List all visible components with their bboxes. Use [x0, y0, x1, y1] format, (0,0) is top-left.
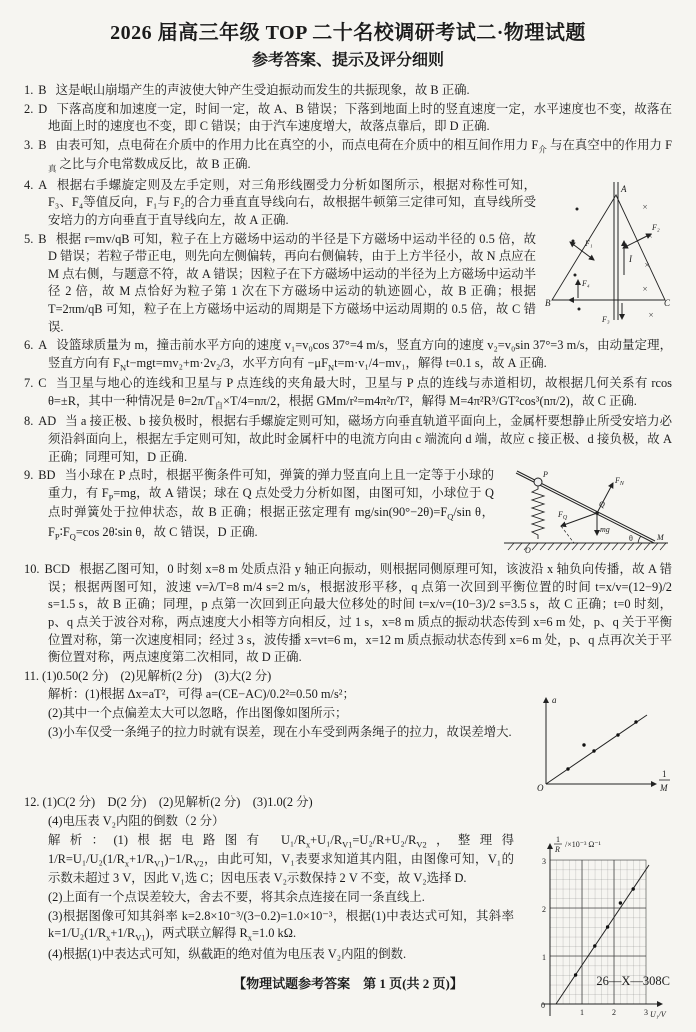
answer-item-8: [24, 413, 672, 466]
fig-q9-label-q: Q: [599, 500, 605, 510]
answer-item-3: [24, 137, 672, 176]
item-number: 5.: [24, 231, 34, 246]
item-number: 7.: [24, 376, 34, 391]
footer-page-indicator: 【物理试题参考答案 第 1 页(共 2 页)】: [233, 976, 463, 991]
fig-q12-ytick-1: 1: [542, 952, 546, 962]
item-answer: A: [38, 338, 48, 353]
page-title: 2026 届高三年级 TOP 二十名校调研考试二·物理试题: [110, 22, 586, 44]
fig-q12-xlabel: U₁/V: [650, 1009, 666, 1019]
item-text: 根据右手螺旋定则及左手定则，对三角形线圈受力分析如图所示，根据对称性可知，F₃、F₄等值反向，F₁与 F₂的合力垂直直导线向右，故根据牛顿第三定律可知，直导线所受安培力的方向垂直于直导线向左，故 A 正确.: [48, 177, 536, 227]
fig-q12-xtick-2: 2: [612, 1007, 616, 1017]
figure-q12-conductance-vs-voltage-graph: [522, 834, 672, 1030]
answer-item-2: [24, 101, 672, 136]
item-answer: B: [38, 83, 47, 97]
fig-q12-origin: 0: [541, 1000, 545, 1010]
item-text: 当小球在 P 点时，根据平衡条件可知，弹簧的弹力竖直向上且一定等于小球的重力，有 $F_P=mg$，故 A 错误；球在 Q 点处受力分析如图，由图可知，小球位于 Q 点时弹簧处于拉伸状态，故 B 正确；根据正弦定理有 $mg/\sin(90^\circ-2\theta)=F_Q/\sin$ θ，$F_P∶F_Q=\cos$ 2θ∶sin θ，故 C 错误，D 正确.: [48, 468, 495, 542]
fig-q4-label-c: C: [664, 297, 671, 308]
fig-q11-xlabel-numerator: 1: [662, 769, 667, 780]
item-answer: BCD: [44, 562, 70, 577]
group-q11-analysis: [24, 686, 672, 794]
item-number: 10.: [24, 562, 40, 577]
item-answer: B: [38, 137, 47, 152]
fig-q4-label-a: A: [621, 183, 627, 194]
q12-analysis-2: (2)上面有一个点误差较大，舍去不要，将其余点连接在同一条直线上.: [48, 890, 425, 905]
item-number: 11.: [24, 668, 40, 683]
q12-analysis-3: (3)根据图像可知其斜率 k=2.8×10⁻³/(3−0.2)=1.0×10⁻³，根据(1)中表达式可知，其斜率 $k=1/U_2(1/R_x+1/R_{V1})$，两式联立解得 $R_x=1.0$ kΩ.: [48, 908, 514, 943]
answer-item-6: [24, 337, 672, 374]
item-number: 6.: [24, 338, 34, 353]
fig-q9-label-p: P: [543, 470, 548, 480]
item-text: 根据乙图可知，0 时刻 x=8 m 处质点沿 y 轴正向振动，则根据同侧原理可知，该波沿 x 轴负向传播，故 A 错误；根据两图可知，波速 v=λ/T=8 m/4 s=2 m/s，根据波形平移，q 点第一次回到平衡位置的时间 t=x/v=(12−9)/2 s=1.5 s，故 B 正确；同理，p 点第一次回到正向最大位移处的时间 t=x/v=(10−3)/2 s=3.5 s，故 C 正确；t=0 时刻，p、q 点关于波谷对称，两点速度大小相等方向相反，过 1 s，x=8 m 质点的振动状态传到 x=6 m 处，p、q 关于平衡位置对称，第一次速度相同；经过 3 s，波传播 x=vt=6 m，x=12 m 质点振动状态传到 x=6 m 处，p、q 点再次关于平衡位置对称，两点速度第二次相同，故 D 正确.: [48, 562, 672, 665]
q11-analysis-1: 解析：(1)根据 Δx=aT²，可得 a=(CE−AC)/0.2²=0.50 m/s²；: [48, 687, 355, 702]
figure-q9-incline-spring-force-diagram: [502, 469, 672, 559]
svg-text:×: ×: [647, 230, 653, 241]
fig-q11-axes: [546, 698, 656, 784]
fig-q12-ylabel-denominator: R: [555, 844, 560, 854]
item-summary: (1)C(2 分) D(2 分) (2)见解析(2 分) (3)1.0(2 分): [42, 795, 313, 810]
answer-item-11-summary: [24, 668, 672, 686]
fig-q9-ball: [534, 478, 542, 486]
fig-q11-xlabel-denominator: M: [660, 783, 668, 793]
answer-item-10: [24, 561, 672, 667]
item-text: 下落高度和加速度一定，时间一定，故 A、B 错误；下落到地面上时的竖直速度一定，水平速度也不变，故落在地面上时的速度也不变，即 C 错误；由于汽车速度增大，故落点靠后，即 D 正确.: [48, 101, 672, 134]
group-q4-q5: [24, 177, 672, 337]
fig-q12-ylabel-numerator: 1: [556, 834, 560, 844]
q11-analysis-3: (3)小车仅受一条绳子的拉力时就有误差，现在小车受到两条绳子的拉力，故误差增大.: [48, 724, 512, 739]
fig-q9-spring: [532, 486, 544, 539]
answer-item-12-part4: (4)电压表 V₂内阻的倒数（2 分）: [48, 813, 225, 828]
fig-q9-angle-arc: [638, 536, 641, 543]
fig-q4-wire: [614, 182, 618, 320]
fig-q4-label-current: I: [629, 253, 632, 264]
fig-q9-label-fn: $F_N$: [615, 476, 624, 488]
fig-q4-label-f3: F₃: [602, 314, 610, 324]
item-text: 由表可知，点电荷在介质中的作用力比在真空的小，而点电荷在介质中的相互间作用力 $F_介$ 与在真空中的作用力 $F_真$ 之比与介电常数成反比，故 B 正确.: [48, 137, 672, 174]
fig-q4-label-b: B: [545, 297, 551, 308]
q12-analysis-4: (4)根据(1)中表达式可知，纵截距的绝对值为电压表 V₂内阻的倒数.: [48, 946, 407, 961]
fig-q12-xtick-3: 3: [644, 1007, 648, 1017]
fig-q9-label-o: O: [525, 546, 531, 556]
item-text: 根据 r=mv/qB 可知，粒子在上方磁场中运动的半径是下方磁场中运动半径的 0.5 倍，故 D 错误；若粒子带正电，则先向左侧偏转，再向右侧偏转，由于上方半径小，故 N 点应在 M 点右侧，与题意不符，故 A 错误；因粒子在下方磁场中运动的半径为上方磁场中运动半径 2 倍，故 M 点恰好为粒子第 1 次在下方磁场中运动的轨迹圆心，故 B 正确；根据 T=2πm/qB 可知，粒子在上方磁场中运动的周期是下方磁场中运动周期的 0.5 倍，故 C 错误.: [48, 231, 536, 334]
item-number: 3.: [24, 137, 34, 152]
item-answer: C: [38, 376, 47, 391]
svg-text:×: ×: [644, 259, 650, 270]
q11-analysis-2: (2)其中一个点偏差太大可以忽略，作出图像如图所示；: [48, 705, 348, 720]
figure-q4-triangle-coil-force-diagram: [544, 179, 672, 329]
item-text: 这是岷山崩塌产生的声波使大钟产生受迫振动而发生的共振现象，故 B 正确.: [55, 83, 470, 97]
answer-item-7: [24, 375, 672, 412]
item-number: 9.: [24, 468, 34, 483]
fig-q12-ylabel-unit: /×10⁻³ Ω⁻¹: [565, 839, 601, 849]
page-footer: [0, 973, 696, 991]
answer-item-1: [24, 82, 672, 100]
answer-item-12-summary: [24, 794, 672, 812]
item-text: 当卫星与地心的连线和卫星与 P 点连线的夹角最大时，卫星与 P 点的连线与赤道相切，故根据几何关系有 rcos θ=±R，其中一种情况是 $\theta=2\pi/T_自\times T/4=n\pi/2$，根据 GMm/r²=m4π²r/T²，解得 M=4π²R³/GT²cos³(nπ/2)，故 C 正确.: [48, 376, 672, 411]
figure-q11-a-vs-inverse-mass-graph: [530, 688, 672, 792]
item-number: 4.: [24, 177, 34, 192]
item-number: 8.: [24, 414, 34, 429]
item-text: 当 a 接正极、b 接负极时，根据右手螺旋定则可知，磁场方向垂直轨道平面向上，金属杆要想静止所受安培力必须沿斜面向上，根据左手定则可知，故此时金属杆中的电流方向由 c 端流向 d 端，故应 c 接正极、d 接负极，故 A 正确；同理可知，D 正确.: [48, 414, 672, 464]
answers-content: [24, 82, 672, 1032]
item-answer: AD: [38, 414, 57, 429]
fig-q9-label-m: M: [657, 533, 664, 543]
fig-q11-ylabel: a: [552, 695, 557, 706]
item-answer: D: [38, 101, 48, 116]
fig-q11-fit-line: [546, 715, 647, 784]
group-q9: [24, 467, 672, 561]
footer-paper-code: 26—X—308C: [596, 974, 670, 988]
fig-q4-label-f2: F₂: [652, 222, 660, 232]
fig-q12-ytick-2: 2: [542, 904, 546, 914]
fig-q11-origin: O: [537, 783, 544, 793]
fig-q9-label-mg: mg: [600, 525, 610, 535]
svg-text:×: ×: [642, 283, 648, 294]
svg-text:×: ×: [648, 309, 654, 320]
item-summary: (1)0.50(2 分) (2)见解析(2 分) (3)大(2 分): [42, 668, 272, 683]
q12-analysis-1: 解析：(1)根据电路图有 $U_1/R_x+U_1/R_{V1}=U_2/R+U_2/R_{V2}$，整理得 $1/R=U_1/U_2(1/R_x+1/R_{V1})-1/R_{V2}$，由此可知，V₁表要求知道其内阻，由图像可知，V₁的示数未超过 3 V，因此 V₁选 C；因电压表 V₂示数保持 2 V 不变，故 V₂选择 D.: [48, 832, 514, 886]
fig-q9-label-theta: θ: [629, 534, 633, 544]
item-answer: A: [38, 177, 48, 192]
item-answer: BD: [38, 468, 56, 483]
fig-q4-label-f1: F₁: [585, 238, 593, 248]
group-q12-analysis: [24, 832, 672, 1032]
item-number: 12.: [24, 795, 40, 810]
fig-q9-force-arrows: [561, 483, 613, 543]
svg-text:×: ×: [642, 201, 648, 212]
fig-q4-label-f4: F₄: [582, 278, 590, 288]
fig-q12-ytick-3: 3: [542, 856, 546, 866]
fig-q9-label-fq: $F_Q$: [558, 510, 568, 522]
item-number: 1.: [24, 83, 34, 97]
fig-q12-xtick-1: 1: [580, 1007, 584, 1017]
item-number: 2.: [24, 101, 34, 116]
fig-q4-triangle: [552, 195, 665, 300]
item-answer: B: [38, 231, 47, 246]
page-subtitle: 参考答案、提示及评分细则: [251, 52, 444, 69]
item-text: 设篮球质量为 m，撞击前水平方向的速度 v₁=v₀cos 37°=4 m/s，竖直方向的速度 v₂=v₀sin 37°=3 m/s，由动量定理，竖直方向有 $F_Nt-mgt=mv_2+m\cdot 2v_2/3$，水平方向有 $-\mu F_Nt=m\cdot v_1/4-mv_1$，解得 t=0.1 s，故 A 正确.: [48, 338, 672, 373]
fig-q4-force-arrows: [569, 234, 654, 320]
fig-q4-field-crosses: [642, 202, 653, 320]
fig-q4-field-dots: [572, 207, 581, 310]
